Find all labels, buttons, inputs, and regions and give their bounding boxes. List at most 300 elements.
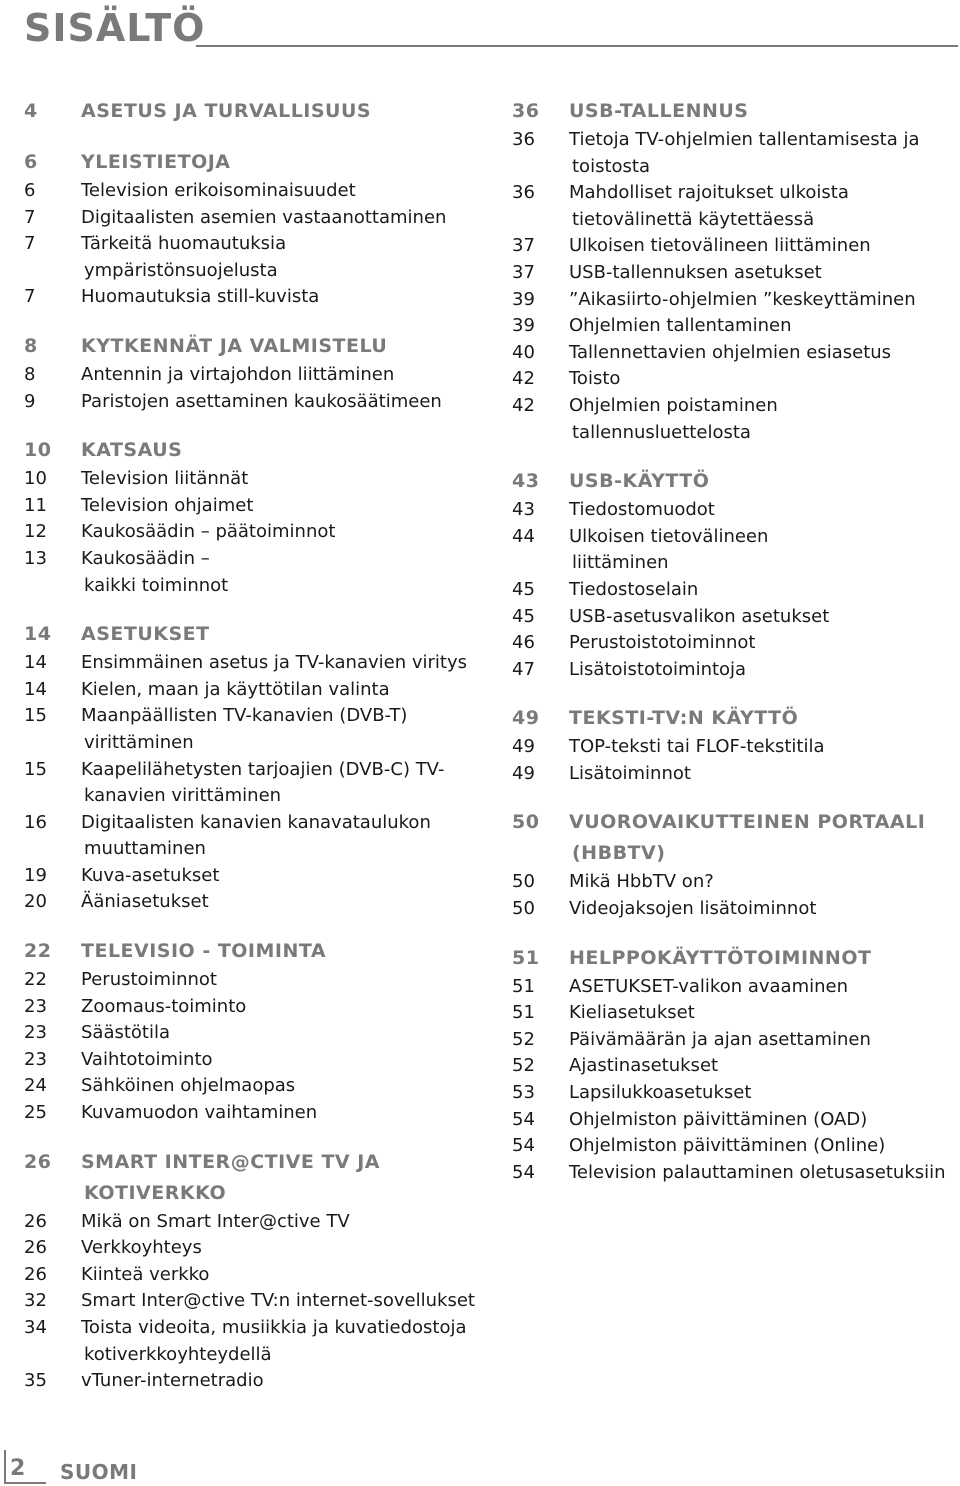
entry-page-number: 51 <box>512 975 535 997</box>
entry-page-number: 23 <box>24 995 47 1017</box>
entry-title-line: tallennusluettelosta <box>572 421 751 443</box>
section-title <box>81 936 484 967</box>
entry-title-line: Television liitännät <box>81 468 249 490</box>
entry-title-line: Lisätoistotoimintoja <box>569 658 747 680</box>
toc-entry[interactable] <box>24 1235 484 1262</box>
entry-title <box>81 205 484 232</box>
entry-page-number: 13 <box>24 547 47 569</box>
entry-title-line: Smart Inter@ctive TV:n internet-sovellukset <box>81 1290 475 1312</box>
section-title <box>569 807 958 869</box>
entry-page-number: 42 <box>512 368 535 390</box>
page-footer <box>0 1448 200 1486</box>
entry-title-line: Toisto <box>569 368 621 390</box>
entry-title <box>81 1100 484 1127</box>
entry-title <box>81 178 484 205</box>
entry-page-number: 36 <box>512 182 535 204</box>
toc-entry[interactable] <box>24 362 484 389</box>
entry-title <box>569 1027 958 1054</box>
section-heading[interactable] <box>24 936 484 967</box>
entry-title <box>569 577 958 604</box>
entry-title <box>569 127 958 180</box>
entry-title-line: Sähköinen ohjelmaopas <box>81 1075 296 1097</box>
entry-title-line: Kaukosäädin – <box>81 547 210 569</box>
entry-page-number: 46 <box>512 632 535 654</box>
entry-page-number: 47 <box>512 658 535 680</box>
section-heading[interactable] <box>512 703 958 734</box>
entry-title-line: Ulkoisen tietovälineen liittäminen <box>569 235 871 257</box>
entry-title <box>81 810 484 863</box>
entry-title-line: Maanpäällisten TV-kanavien (DVB-T) <box>81 705 408 727</box>
entry-title-line: Säästötila <box>81 1022 171 1044</box>
toc-entry[interactable] <box>24 389 484 416</box>
entry-page-number: 26 <box>24 1263 47 1285</box>
entry-title-line: virittäminen <box>84 731 194 753</box>
section-page-number: 50 <box>512 811 540 834</box>
toc-entry[interactable] <box>512 1080 958 1107</box>
entry-page-number: 6 <box>24 180 36 201</box>
section-title-line: SMART INTER@CTIVE TV JA <box>81 1150 381 1173</box>
entry-title <box>81 389 484 416</box>
entry-title <box>81 1262 484 1289</box>
entry-page-number: 7 <box>24 286 36 308</box>
section-page-number: 6 <box>24 151 38 173</box>
entry-title <box>569 1133 958 1160</box>
entry-title-line: Kuva-asetukset <box>81 864 220 886</box>
toc-entry[interactable] <box>512 974 958 1001</box>
entry-title <box>569 657 958 684</box>
entry-page-number: 39 <box>512 315 535 337</box>
entry-title-line: Ajastinasetukset <box>569 1055 719 1077</box>
entry-page-number: 49 <box>512 762 535 784</box>
toc-entry[interactable] <box>24 205 484 232</box>
toc-entry[interactable] <box>24 519 484 546</box>
toc-entry[interactable] <box>24 863 484 890</box>
page-number: 2 <box>10 1456 26 1481</box>
section-title-line: ASETUS JA TURVALLISUUS <box>81 100 372 122</box>
section-title-line: TEKSTI-TV:N KÄYTTÖ <box>569 707 799 730</box>
entry-page-number: 37 <box>512 235 535 257</box>
entry-title <box>81 1288 484 1315</box>
toc-entry[interactable] <box>512 761 958 788</box>
entry-page-number: 26 <box>24 1210 47 1232</box>
entry-title-line: Television ohjaimet <box>81 494 254 516</box>
toc-entry[interactable] <box>512 734 958 761</box>
toc-entry[interactable] <box>24 650 484 677</box>
entry-title-line: ASETUKSET-valikon avaaminen <box>569 975 849 997</box>
section-title-line: VUOROVAIKUTTEINEN PORTAALI <box>569 811 926 834</box>
toc-entry[interactable] <box>24 677 484 704</box>
entry-title-line: muuttaminen <box>84 838 206 860</box>
entry-title-line: Kiinteä verkko <box>81 1263 210 1285</box>
section-title <box>81 435 484 466</box>
entry-title <box>569 340 958 367</box>
section-title-line: USB-KÄYTTÖ <box>569 470 710 493</box>
section-heading[interactable] <box>512 96 958 127</box>
toc-section <box>512 466 958 683</box>
toc-section <box>24 331 484 415</box>
entry-title <box>81 519 484 546</box>
entry-title <box>569 630 958 657</box>
entry-title <box>81 546 484 599</box>
entry-title <box>81 362 484 389</box>
entry-page-number: 39 <box>512 288 535 310</box>
entry-title <box>81 1073 484 1100</box>
entry-title-line: Ensimmäinen asetus ja TV-kanavien viritys <box>81 652 467 674</box>
entry-title-line: ”Aikasiirto-ohjelmien ”keskeyttäminen <box>569 288 916 310</box>
entry-title-line: Television palauttaminen oletusasetuksiin <box>569 1161 946 1183</box>
section-title <box>81 619 484 650</box>
entry-page-number: 7 <box>24 206 36 228</box>
toc-entry[interactable] <box>512 604 958 631</box>
section-page-number: 4 <box>24 100 38 122</box>
toc-entry[interactable] <box>24 1209 484 1236</box>
entry-page-number: 44 <box>512 525 535 547</box>
entry-page-number: 12 <box>24 521 47 543</box>
entry-title <box>569 974 958 1001</box>
toc-entry[interactable] <box>512 869 958 896</box>
entry-page-number: 14 <box>24 678 47 700</box>
entry-title <box>569 524 958 577</box>
toc-entry[interactable] <box>512 340 958 367</box>
entry-title <box>569 366 958 393</box>
entry-title <box>81 650 484 677</box>
entry-title-line: Mikä on Smart Inter@ctive TV <box>81 1210 350 1232</box>
entry-title <box>81 1020 484 1047</box>
entry-title <box>81 1209 484 1236</box>
entry-page-number: 15 <box>24 705 47 727</box>
entry-page-number: 53 <box>512 1082 535 1104</box>
entry-title <box>569 896 958 923</box>
entry-page-number: 14 <box>24 652 47 674</box>
entry-title-line: Antennin ja virtajohdon liittäminen <box>81 363 395 385</box>
entry-title-line: toistosta <box>572 155 650 177</box>
entry-title <box>569 604 958 631</box>
entry-title-line: Tietoja TV-ohjelmien tallentamisesta ja <box>569 129 920 150</box>
section-title-line: KYTKENNÄT JA VALMISTELU <box>81 334 388 357</box>
toc-entry[interactable] <box>24 466 484 493</box>
entry-title-line: Kieliasetukset <box>569 1002 695 1024</box>
entry-title <box>81 284 484 311</box>
entry-page-number: 22 <box>24 969 47 991</box>
toc-left-column <box>24 96 484 1415</box>
entry-page-number: 10 <box>24 468 47 490</box>
toc-entry[interactable] <box>512 1027 958 1054</box>
title-rule <box>196 45 958 47</box>
entry-page-number: 15 <box>24 758 47 780</box>
toc-right-column <box>512 96 958 1206</box>
toc-entry[interactable] <box>512 1160 958 1187</box>
toc-entry[interactable] <box>512 366 958 393</box>
section-page-number: 36 <box>512 100 540 122</box>
section-title <box>569 96 958 127</box>
toc-entry[interactable] <box>512 233 958 260</box>
entry-title-line: vTuner-internetradio <box>81 1370 264 1392</box>
entry-title-line: Paristojen asettaminen kaukosäätimeen <box>81 390 442 412</box>
toc-entry[interactable] <box>512 1000 958 1027</box>
section-title-line: KATSAUS <box>81 439 183 462</box>
toc-section <box>24 96 484 127</box>
section-title-line: KOTIVERKKO <box>84 1181 227 1204</box>
toc-entry[interactable] <box>24 284 484 311</box>
entry-title-line: kotiverkkoyhteydellä <box>84 1343 272 1365</box>
entry-page-number: 25 <box>24 1102 47 1124</box>
toc-entry[interactable] <box>24 493 484 520</box>
toc-entry[interactable] <box>24 1020 484 1047</box>
toc-entry[interactable] <box>512 497 958 524</box>
entry-title <box>569 734 958 761</box>
entry-title <box>569 497 958 524</box>
entry-title-line: Päivämäärän ja ajan asettaminen <box>569 1028 871 1050</box>
entry-title-line: Tiedostomuodot <box>569 499 715 521</box>
entry-title <box>569 260 958 287</box>
entry-page-number: 54 <box>512 1108 535 1130</box>
entry-title-line: kaikki toiminnot <box>84 574 229 596</box>
entry-title-line: liittäminen <box>572 552 669 574</box>
section-heading[interactable] <box>24 331 484 362</box>
toc-section <box>512 807 958 922</box>
entry-title <box>81 1235 484 1262</box>
entry-title-line: Perustoistotoiminnot <box>569 632 756 654</box>
entry-title <box>569 233 958 260</box>
entry-title-line: tietovälinettä käytettäessä <box>572 208 815 230</box>
entry-title-line: Zoomaus-toiminto <box>81 995 247 1017</box>
section-heading[interactable] <box>24 619 484 650</box>
entry-page-number: 50 <box>512 898 535 920</box>
entry-title <box>81 994 484 1021</box>
entry-title-line: Mahdolliset rajoitukset ulkoista <box>569 182 849 204</box>
entry-title <box>81 493 484 520</box>
section-title-line: (HBBTV) <box>572 842 666 865</box>
toc-section <box>24 619 484 916</box>
entry-page-number: 52 <box>512 1028 535 1050</box>
entry-page-number: 23 <box>24 1048 47 1070</box>
entry-title-line: Perustoiminnot <box>81 969 217 991</box>
entry-title-line: Huomautuksia still-kuvista <box>81 286 320 308</box>
entry-page-number: 20 <box>24 891 47 913</box>
section-heading[interactable] <box>24 96 484 127</box>
entry-title-line: ympäristönsuojelusta <box>84 259 278 281</box>
entry-page-number: 23 <box>24 1022 47 1044</box>
toc-entry[interactable] <box>24 889 484 916</box>
footer-rule-horizontal <box>4 1482 46 1484</box>
entry-title-line: Ulkoisen tietovälineen <box>569 525 769 547</box>
page-title: SISÄLTÖ <box>24 6 206 50</box>
toc-section <box>512 96 958 446</box>
section-title <box>81 1147 484 1209</box>
entry-title-line: Ääniasetukset <box>81 891 209 913</box>
entry-title-line: Verkkoyhteys <box>81 1237 202 1259</box>
entry-page-number: 34 <box>24 1317 47 1338</box>
section-page-number: 43 <box>512 470 540 493</box>
section-heading[interactable] <box>512 943 958 974</box>
entry-title <box>569 393 958 446</box>
toc-entry[interactable] <box>512 287 958 314</box>
entry-page-number: 24 <box>24 1075 47 1097</box>
entry-title <box>81 967 484 994</box>
entry-page-number: 45 <box>512 605 535 627</box>
entry-title <box>81 757 484 810</box>
entry-title-line: Digitaalisten asemien vastaanottaminen <box>81 206 447 228</box>
entry-title-line: TOP-teksti tai FLOF-tekstitila <box>569 736 825 758</box>
entry-title-line: Kaapelilähetysten tarjoajien (DVB-C) TV- <box>81 758 445 780</box>
entry-page-number: 9 <box>24 390 36 412</box>
entry-page-number: 50 <box>512 871 535 893</box>
toc-entry[interactable] <box>512 630 958 657</box>
entry-title-line: Television erikoisominaisuudet <box>81 180 356 201</box>
entry-title-line: Kaukosäädin – päätoiminnot <box>81 521 336 543</box>
section-page-number: 14 <box>24 623 52 646</box>
toc-entry[interactable] <box>24 178 484 205</box>
toc-entry[interactable] <box>512 393 958 446</box>
entry-page-number: 36 <box>512 129 535 150</box>
toc-section <box>24 1147 484 1395</box>
entry-page-number: 11 <box>24 494 47 516</box>
section-heading[interactable] <box>24 435 484 466</box>
toc-section <box>512 943 958 1187</box>
section-heading[interactable] <box>512 807 958 869</box>
section-page-number: 26 <box>24 1150 52 1173</box>
entry-title-line: Tiedostoselain <box>569 578 699 600</box>
entry-title-line: Kuvamuodon vaihtaminen <box>81 1102 318 1124</box>
entry-title-line: kanavien virittäminen <box>84 785 282 807</box>
entry-title-line: Digitaalisten kanavien kanavataulukon <box>81 811 431 833</box>
entry-page-number: 52 <box>512 1055 535 1077</box>
toc-entry[interactable] <box>512 577 958 604</box>
toc-entry[interactable] <box>512 896 958 923</box>
entry-title <box>81 1368 484 1395</box>
entry-title <box>569 1160 958 1187</box>
toc-entry[interactable] <box>24 1073 484 1100</box>
entry-title-line: Videojaksojen lisätoiminnot <box>569 898 817 920</box>
section-title <box>569 703 958 734</box>
toc-entry[interactable] <box>512 1053 958 1080</box>
entry-title-line: USB-tallennuksen asetukset <box>569 261 822 283</box>
toc-entry[interactable] <box>24 546 484 599</box>
entry-page-number: 54 <box>512 1135 535 1157</box>
page-header <box>24 6 958 50</box>
toc-entry[interactable] <box>512 524 958 577</box>
entry-title <box>569 1080 958 1107</box>
toc-entry[interactable] <box>512 260 958 287</box>
toc-entry[interactable] <box>24 967 484 994</box>
entry-title <box>569 1107 958 1134</box>
toc-entry[interactable] <box>24 1262 484 1289</box>
entry-page-number: 49 <box>512 736 535 758</box>
entry-title-line: Ohjelmiston päivittäminen (Online) <box>569 1135 886 1157</box>
entry-title <box>569 869 958 896</box>
toc-entry[interactable] <box>512 313 958 340</box>
entry-title-line: Ohjelmiston päivittäminen (OAD) <box>569 1108 868 1130</box>
toc-entry[interactable] <box>512 127 958 180</box>
section-title-line: YLEISTIETOJA <box>81 151 231 173</box>
toc-entry[interactable] <box>24 1368 484 1395</box>
entry-title <box>569 287 958 314</box>
entry-page-number: 43 <box>512 499 535 521</box>
section-page-number: 22 <box>24 940 52 963</box>
entry-page-number: 54 <box>512 1161 535 1183</box>
section-page-number: 49 <box>512 707 540 730</box>
toc-entry[interactable] <box>24 1047 484 1074</box>
entry-title-line: Toista videoita, musiikkia ja kuvatiedostoja <box>81 1317 467 1338</box>
entry-page-number: 40 <box>512 341 535 363</box>
entry-title <box>81 1047 484 1074</box>
entry-title <box>81 466 484 493</box>
entry-title <box>569 761 958 788</box>
entry-page-number: 42 <box>512 394 535 416</box>
section-title-line: TELEVISIO - TOIMINTA <box>81 940 327 963</box>
section-title <box>569 466 958 497</box>
toc-section <box>24 435 484 599</box>
entry-title <box>81 231 484 284</box>
toc-section <box>24 936 484 1127</box>
toc-entry[interactable] <box>512 1107 958 1134</box>
entry-page-number: 35 <box>24 1370 47 1392</box>
toc-entry[interactable] <box>512 180 958 233</box>
entry-page-number: 7 <box>24 233 36 255</box>
entry-title-line: Lapsilukkoasetukset <box>569 1082 752 1104</box>
entry-title <box>81 889 484 916</box>
entry-title <box>81 863 484 890</box>
toc-entry[interactable] <box>512 1133 958 1160</box>
section-heading[interactable] <box>24 1147 484 1209</box>
entry-title-line: USB-asetusvalikon asetukset <box>569 605 830 627</box>
entry-title <box>569 180 958 233</box>
section-title <box>81 96 484 127</box>
toc-entry[interactable] <box>24 231 484 284</box>
toc-entry[interactable] <box>24 1315 484 1368</box>
entry-page-number: 51 <box>512 1002 535 1024</box>
footer-rule-vertical <box>4 1450 6 1484</box>
section-page-number: 8 <box>24 334 38 357</box>
entry-title-line: Ohjelmien tallentaminen <box>569 315 792 337</box>
entry-page-number: 16 <box>24 811 47 833</box>
section-title <box>569 943 958 974</box>
toc-entry[interactable] <box>24 1100 484 1127</box>
section-title-line: ASETUKSET <box>81 623 210 646</box>
toc-section <box>512 703 958 787</box>
entry-title <box>81 703 484 756</box>
entry-title-line: Vaihtotoiminto <box>81 1048 213 1070</box>
entry-title <box>569 1053 958 1080</box>
section-page-number: 51 <box>512 946 540 969</box>
entry-page-number: 19 <box>24 864 47 886</box>
entry-title <box>569 1000 958 1027</box>
entry-title-line: Kielen, maan ja käyttötilan valinta <box>81 678 390 700</box>
entry-title <box>569 313 958 340</box>
entry-title <box>81 677 484 704</box>
toc-entry[interactable] <box>24 703 484 756</box>
toc-entry[interactable] <box>24 810 484 863</box>
entry-title <box>81 1315 484 1368</box>
section-title-line: USB-TALLENNUS <box>569 100 749 122</box>
toc-entry[interactable] <box>512 657 958 684</box>
entry-page-number: 8 <box>24 363 36 385</box>
section-title <box>81 147 484 178</box>
toc-entry[interactable] <box>24 757 484 810</box>
footer-language: SUOMI <box>60 1460 138 1484</box>
toc-section <box>24 147 484 311</box>
section-heading[interactable] <box>512 466 958 497</box>
entry-page-number: 32 <box>24 1290 47 1312</box>
entry-page-number: 26 <box>24 1237 47 1259</box>
section-title-line: HELPPOKÄYTTÖTOIMINNOT <box>569 946 872 969</box>
entry-page-number: 37 <box>512 261 535 283</box>
toc-entry[interactable] <box>24 1288 484 1315</box>
section-heading[interactable] <box>24 147 484 178</box>
entry-page-number: 45 <box>512 578 535 600</box>
toc-entry[interactable] <box>24 994 484 1021</box>
entry-title-line: Lisätoiminnot <box>569 762 691 784</box>
